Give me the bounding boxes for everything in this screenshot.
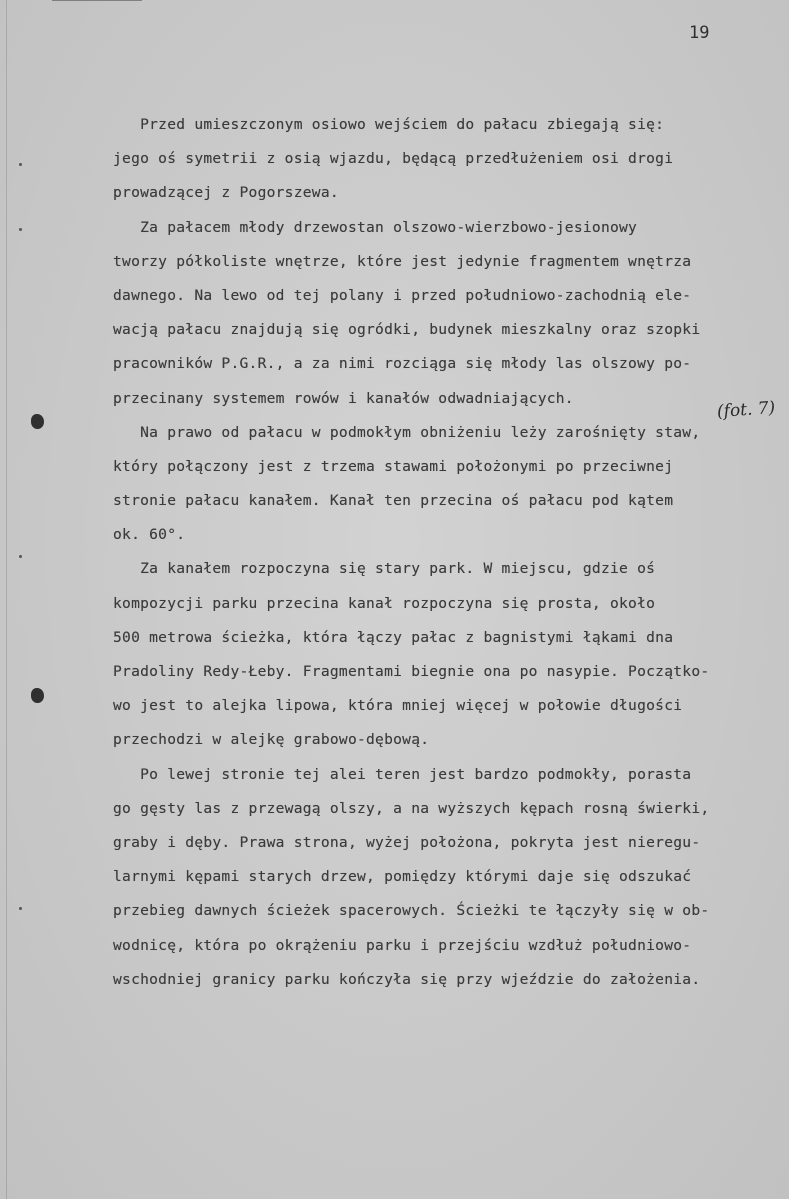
- text-line: tworzy półkoliste wnętrze, które jest jedynie fragmentem wnętrza: [113, 252, 692, 270]
- binder-hole: [31, 414, 44, 429]
- text-line: wodnicę, która po okrążeniu parku i przejściu wzdłuż południowo-: [113, 936, 692, 954]
- text-line: prowadzącej z Pogorszewa.: [113, 184, 339, 202]
- text-line: pracowników P.G.R., a za nimi rozciąga się młody las olszowy po-: [113, 355, 692, 373]
- text-line: Za pałacem młody drzewostan olszowo-wierzbowo-jesionowy: [113, 218, 638, 236]
- text-line: graby i dęby. Prawa strona, wyżej położona, pokryta jest nieregu-: [113, 833, 701, 851]
- text-line: 500 metrowa ścieżka, która łączy pałac z bagnistymi łąkami dna: [113, 628, 674, 646]
- margin-dot: [19, 228, 22, 231]
- text-line: Na prawo od pałacu w podmokłym obniżeniu leży zarośnięty staw,: [113, 423, 701, 441]
- paragraph: [113, 758, 785, 997]
- text-line: Pradoliny Redy-Łeby. Fragmentami biegnie ona po nasypie. Początko-: [113, 663, 710, 680]
- paragraph: [113, 211, 785, 416]
- page-corner-mark: [52, 0, 142, 1]
- text-line: wacją pałacu znajdują się ogródki, budynek mieszkalny oraz szopki: [113, 321, 701, 339]
- text-line: larnymi kępami starych drzew, pomiędzy którymi daje się odszukać: [113, 868, 692, 886]
- text-line: Za kanałem rozpoczyna się stary park. W miejscu, gdzie oś: [113, 560, 656, 578]
- document-body: [113, 108, 785, 997]
- text-line: przecinany systemem rowów i kanałów odwadniających.: [113, 389, 574, 407]
- text-line: ok. 60°.: [113, 526, 186, 544]
- text-line: przechodzi w alejkę grabowo-dębową.: [113, 731, 430, 749]
- text-line: kompozycji parku przecina kanał rozpoczyna się prosta, około: [113, 594, 656, 612]
- text-line: jego oś symetrii z osią wjazdu, będącą przedłużeniem osi drogi: [113, 150, 674, 168]
- text-line: Po lewej stronie tej alei teren jest bardzo podmokły, porasta: [113, 765, 692, 783]
- text-line: wo jest to alejka lipowa, która mniej więcej w połowie długości: [113, 697, 683, 715]
- paragraph: [113, 108, 785, 211]
- text-line: wschodniej granicy parku kończyła się przy wjeździe do założenia.: [113, 970, 701, 988]
- text-line: przebieg dawnych ścieżek spacerowych. Ścieżki te łączyły się w ob-: [113, 902, 710, 920]
- page-number: 19: [689, 23, 710, 43]
- text-line: go gęsty las z przewagą olszy, a na wyższych kępach rosną świerki,: [113, 799, 710, 817]
- text-line: który połączony jest z trzema stawami położonymi po przeciwnej: [113, 457, 674, 475]
- text-line: dawnego. Na lewo od tej polany i przed południowo-zachodnią ele-: [113, 286, 692, 304]
- margin-dot: [19, 907, 22, 910]
- paragraph: [113, 552, 785, 757]
- margin-dot: [19, 555, 22, 558]
- paragraph: [113, 416, 785, 553]
- handwritten-margin-note: (fot. 7): [716, 397, 776, 423]
- margin-dot: [19, 163, 22, 166]
- text-line: stronie pałacu kanałem. Kanał ten przecina oś pałacu pod kątem: [113, 492, 674, 510]
- binder-hole: [31, 688, 44, 703]
- page-edge: [6, 0, 7, 1199]
- text-line: Przed umieszczonym osiowo wejściem do pałacu zbiegają się:: [113, 116, 665, 133]
